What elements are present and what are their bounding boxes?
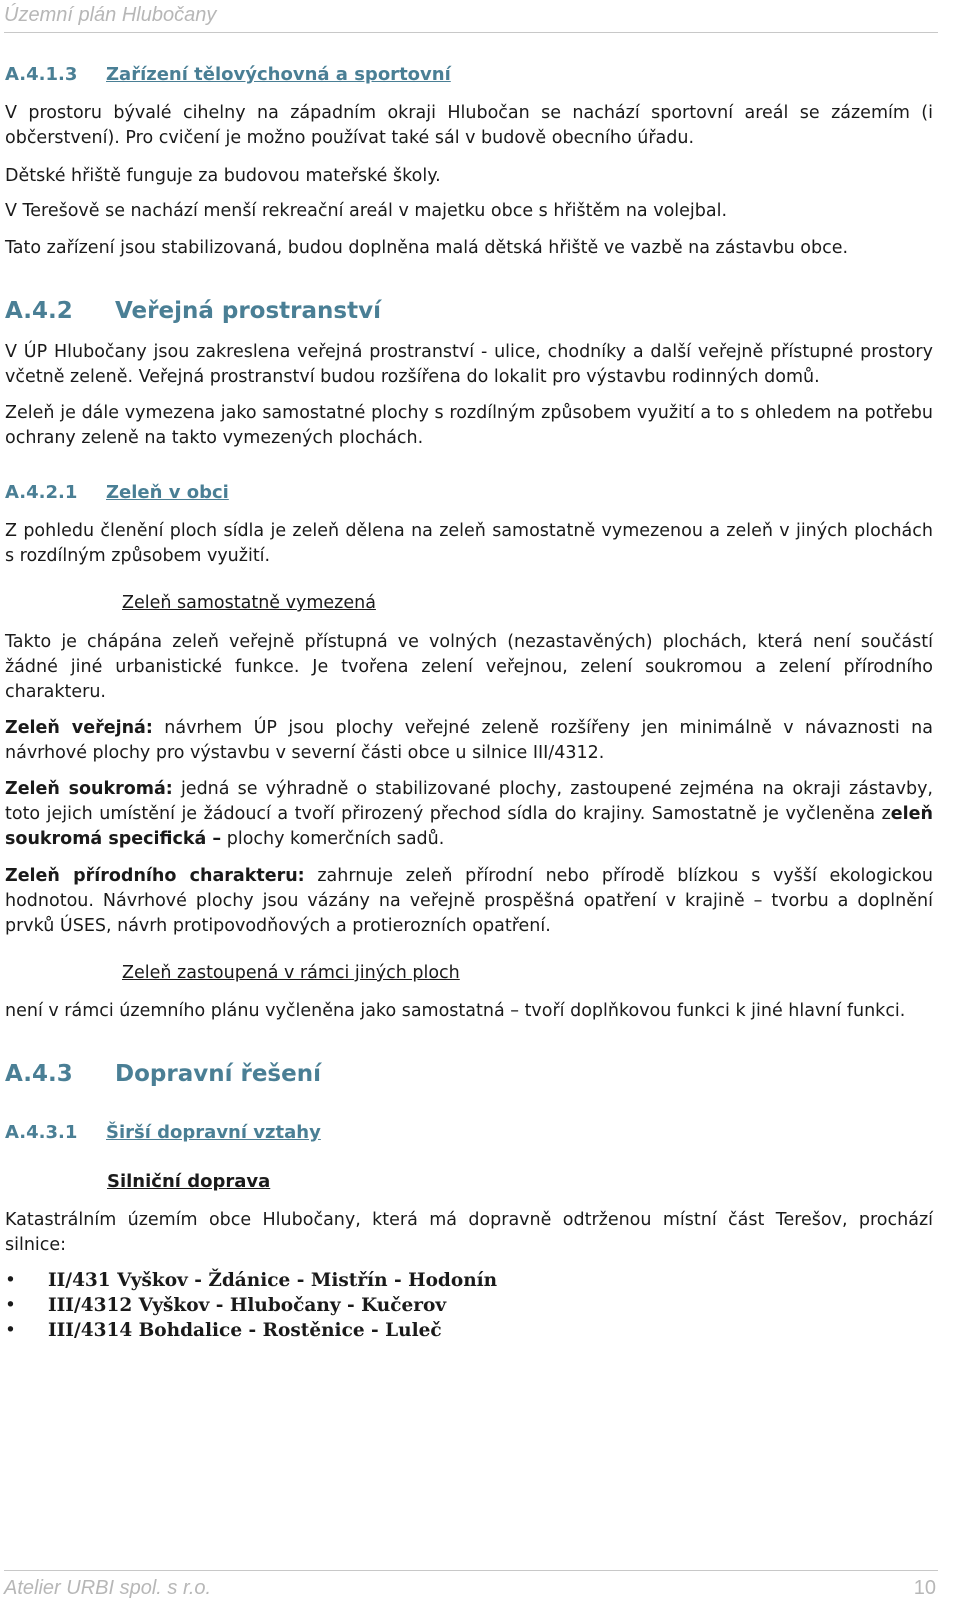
road-list <box>5 1268 497 1343</box>
paragraph-detske-hriste: Dětské hřiště funguje za budovou mateřské školy. <box>5 166 441 186</box>
paragraph-stabilizovana: Tato zařízení jsou stabilizovaná, budou doplněna malá dětská hřiště ve vazbě na zástavbu obce. <box>5 238 849 258</box>
subheading-zelen-zastoupena: Zeleň zastoupená v rámci jiných ploch <box>122 963 460 983</box>
section-number-a43: A.4.3 <box>5 1061 73 1087</box>
paragraph-cleneni-ploch: Z pohledu členění ploch sídla je zeleň dělena na zeleň samostatně vymezenou a zeleň v jiných plochách s rozdílným způsobem využití. <box>5 521 933 566</box>
list-item: • II/431 Vyškov - Ždánice - Mistřín - Hodonín <box>5 1268 497 1293</box>
section-heading-sport: Zařízení tělovýchovná a sportovní <box>106 64 451 85</box>
running-header-title: Územní plán Hlubočany <box>4 4 217 26</box>
footer-company: Atelier URBI spol. s r.o. <box>4 1577 212 1599</box>
paragraph-teresov: V Terešově se nachází menší rekreační areál v majetku obce s hřištěm na volejbal. <box>5 201 728 221</box>
paragraph-verejna-prostranstvi: V ÚP Hlubočany jsou zakreslena veřejná prostranství - ulice, chodníky a další veřejně přístupné prostory včetně zeleně. Veřejná prostranství budou rozšířena do lokalit pro výstavbu rodinných domů. <box>5 342 933 387</box>
section-number-a42: A.4.2 <box>5 298 73 324</box>
paragraph-sport-areal: V prostoru bývalé cihelny na západním okraji Hlubočan se nachází sportovní areál se zázemím (i občerstvení). Pro cvičení je možno používat také sál v budově obecního úřadu. <box>5 103 933 148</box>
paragraph-zelen-soukroma: Zeleň soukromá: jedná se výhradně o stabilizované plochy, zastoupené zejména na okraji zástavby, toto jejich umístění je žádoucí a tvoří přirozený přechod sídla do krajiny. Samostatně je vyčleněna zeleň soukromá specifická – plochy komerčních sadů. <box>5 779 933 849</box>
footer-divider <box>4 1570 938 1571</box>
section-heading-verejna-prostranstvi: Veřejná prostranství <box>115 298 381 324</box>
paragraph-zelen-vymezena: Zeleň je dále vymezena jako samostatné plochy s rozdílným způsobem využití a to s ohledem na potřebu ochrany zeleně na takto vymezených plochách. <box>5 403 933 448</box>
section-heading-sirsi-vztahy: Širší dopravní vztahy <box>106 1122 321 1143</box>
section-heading-zelen-v-obci: Zeleň v obci <box>106 482 229 503</box>
page-number: 10 <box>913 1577 936 1599</box>
list-item: • III/4312 Vyškov - Hlubočany - Kučerov <box>5 1293 497 1318</box>
paragraph-neni-vyclenena: není v rámci územního plánu vyčleněna jako samostatná – tvoří doplňkovou funkci k jiné hlavní funkci. <box>5 1001 906 1021</box>
header-divider <box>4 32 938 33</box>
label-zelen-verejna: Zeleň veřejná: <box>5 718 153 738</box>
section-number-a421: A.4.2.1 <box>5 482 78 503</box>
section-heading-dopravni-reseni: Dopravní řešení <box>115 1061 321 1087</box>
subheading-zelen-samostatne: Zeleň samostatně vymezená <box>122 593 376 613</box>
section-number-a413: A.4.1.3 <box>5 64 78 85</box>
label-zelen-prirodni: Zeleň přírodního charakteru: <box>5 866 305 886</box>
paragraph-zelen-prirodni: Zeleň přírodního charakteru: zahrnuje zeleň přírodní nebo přírodě blízkou s vyšší ekologickou hodnotou. Návrhové plochy jsou vázány na veřejně prospěšná opatření v krajině – tvorbu a doplnění prvků ÚSES, návrh protipovodňových a protierozních opatření. <box>5 866 933 936</box>
section-number-a431: A.4.3.1 <box>5 1122 78 1143</box>
paragraph-zelen-verejna: Zeleň veřejná: návrhem ÚP jsou plochy veřejné zeleně rozšířeny jen minimálně v návaznosti na návrhové plochy pro výstavbu v severní části obce u silnice III/4312. <box>5 718 933 763</box>
subheading-silnicni-doprava: Silniční doprava <box>107 1171 271 1192</box>
label-zelen-soukroma: Zeleň soukromá: <box>5 779 173 799</box>
paragraph-takto-chapana: Takto je chápána zeleň veřejně přístupná ve volných (nezastavěných) plochách, která není součástí žádné jiné urbanistické funkce. Je tvořena zelení veřejnou, zelení soukromou a zelení přírodního charakteru. <box>5 632 933 702</box>
list-item: • III/4314 Bohdalice - Rostěnice - Luleč <box>5 1318 497 1343</box>
paragraph-katastralni-uzemi: Katastrálním územím obce Hlubočany, která má dopravně odtrženou místní část Terešov, prochází silnice: <box>5 1210 933 1255</box>
